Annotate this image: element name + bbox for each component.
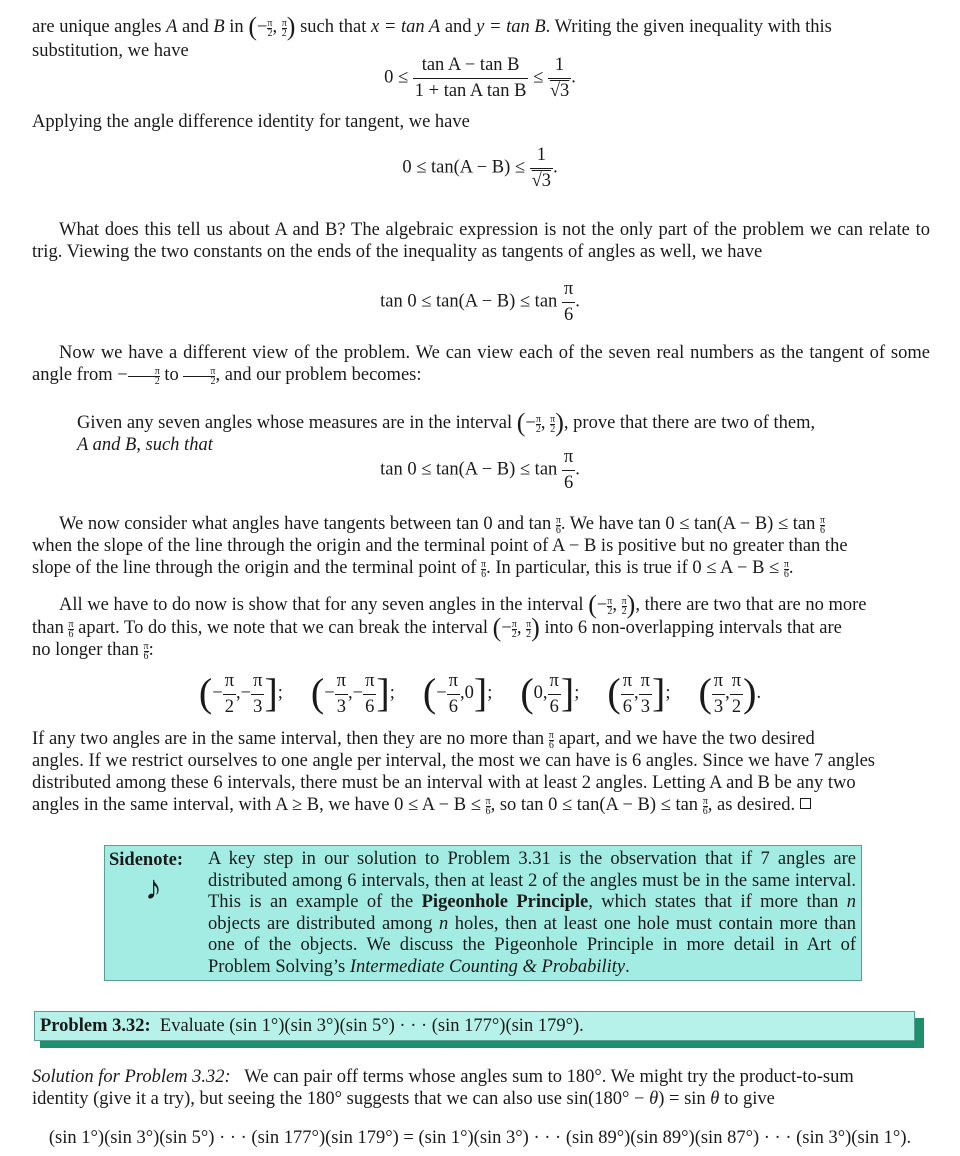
text: to give xyxy=(719,1089,775,1109)
text-line: slope of the line through the origin and the terminal point of $\frac{\pi}{6}$ . In particular, this is true if 0 ≤ A − B ≤ $\frac{\pi}{6}$ . xyxy=(32,558,794,580)
text: identity (give it a try), but seeing the 180° suggests that we can also use sin(180° − xyxy=(32,1089,650,1109)
interval-close: ) xyxy=(626,590,636,619)
num: π xyxy=(712,672,725,695)
num: π xyxy=(143,641,149,652)
math: y = tan B xyxy=(476,17,546,37)
text: slope of the line through the origin and the terminal point of xyxy=(32,558,482,578)
text: All we have to do now is show that for any seven angles in the interval xyxy=(59,595,589,615)
equation-3: tan 0 ≤ tan(A − B) ≤ tan $\frac{\pi}{6}$ . xyxy=(380,279,580,325)
interval: (0, $\frac{\pi}{6}$ ]; xyxy=(520,670,580,717)
text: Now we have a different view of the problem. We can view each of the seven real numbers as the tangent of some angle from xyxy=(32,343,930,385)
den: 2 xyxy=(511,629,517,640)
text: A key step in our solution to Problem 3.31 is the observation that if 7 angles are distributed among 6 intervals, then at least 2 of the angles must be in the same interval. This is an example of the xyxy=(208,849,856,912)
num: π xyxy=(485,796,491,807)
num: π xyxy=(607,596,613,607)
num: π xyxy=(281,18,287,29)
text-line xyxy=(32,728,815,750)
den: 2 xyxy=(267,28,273,39)
frac-pi-2 xyxy=(128,367,160,386)
den: 6 xyxy=(820,525,825,536)
fraction xyxy=(712,672,725,716)
sidenote-label: Sidenote: xyxy=(109,850,183,870)
text-line: All we have to do now is show that for any seven angles in the interval (− $\frac{\pi}{2}$ , $\frac{\pi}{2}$ ), there are two that are no more xyxy=(59,590,867,619)
den: 6 xyxy=(481,569,487,580)
den: 2 xyxy=(281,28,287,39)
var-theta: θ xyxy=(710,1089,720,1109)
interval-close: ) xyxy=(555,408,564,437)
text: such that xyxy=(300,17,371,37)
minus: − xyxy=(117,365,128,385)
interval: (− $\frac{\pi}{6}$ ,0]; xyxy=(422,670,493,717)
interval: ( $\frac{\pi}{6}$ , $\frac{\pi}{3}$ ]; xyxy=(607,670,671,717)
text: no longer than xyxy=(32,640,144,660)
text: , so tan 0 ≤ tan(A − B) ≤ tan xyxy=(490,795,703,815)
den: 2 xyxy=(535,424,541,435)
text: ) = sin xyxy=(658,1089,711,1109)
equation-4: tan 0 ≤ tan(A − B) ≤ tan $\frac{\pi}{6}$ . xyxy=(380,447,580,493)
paragraph xyxy=(32,342,930,386)
minus: − xyxy=(596,595,608,615)
bracket: ( xyxy=(198,670,213,716)
fraction xyxy=(562,280,575,324)
math: tan 0 ≤ tan(A − B) ≤ tan xyxy=(380,291,558,312)
bracket: ] xyxy=(376,670,390,716)
den: 6 xyxy=(365,696,375,717)
bracket: ] xyxy=(652,670,666,716)
interval-open: ( xyxy=(516,408,526,437)
den: 6 xyxy=(702,806,708,817)
den: 2 xyxy=(210,376,216,387)
music-note-icon: ♪ xyxy=(145,870,162,907)
text-line xyxy=(32,794,811,816)
math: tan 0 ≤ tan(A − B) ≤ tan xyxy=(380,459,558,480)
var-n: n xyxy=(438,913,449,934)
num: π xyxy=(730,672,743,695)
frac-pi-2 xyxy=(607,597,612,616)
var-B: B xyxy=(213,17,225,37)
fraction xyxy=(363,672,376,716)
num: π xyxy=(223,672,236,695)
den: √3 xyxy=(549,80,570,101)
fraction xyxy=(223,672,236,716)
sidenote-text xyxy=(208,849,856,978)
text: to xyxy=(159,365,184,385)
text-line: Given any seven angles whose measures are in the interval (− $\frac{\pi}{2}$ , $\frac{\pi}{2}$ ), prove that there are two of them, xyxy=(77,408,816,437)
text: , there are two that are no more xyxy=(635,595,867,615)
text: , which states that if more than xyxy=(588,892,847,912)
fraction xyxy=(251,672,264,716)
num: π xyxy=(128,367,160,377)
equation-2: 0 ≤ tan(A − B) ≤ $\frac{1}{√3}$ . xyxy=(402,145,558,191)
den: 3 xyxy=(713,696,724,717)
fraction xyxy=(621,672,634,716)
interval-close: ) xyxy=(286,12,296,41)
num: π xyxy=(702,796,708,807)
text: holes, then at least one hole must contain more than one of the objects. We discuss the Pigeonhole Principle in more detail in Art of Problem Solving’s xyxy=(208,913,856,977)
den: 6 xyxy=(448,696,458,717)
bracket: ( xyxy=(607,670,621,716)
den: 6 xyxy=(555,525,561,536)
den: 2 xyxy=(224,696,234,717)
num: π xyxy=(639,672,652,695)
den: 2 xyxy=(154,376,160,387)
num: π xyxy=(555,515,561,526)
num: 1 xyxy=(548,56,571,79)
math: ≤ xyxy=(533,67,544,88)
num: π xyxy=(621,596,627,607)
den: 1 + tan A tan B xyxy=(414,80,527,101)
pigeonhole-bold: Pigeonhole Principle xyxy=(421,892,589,912)
num: π xyxy=(335,672,348,695)
text: If any two angles are in the same interval, then they are no more than xyxy=(32,729,549,749)
sidenote-box xyxy=(104,845,862,981)
frac-pi-6 xyxy=(144,642,149,661)
var-theta: θ xyxy=(649,1089,659,1109)
interval: ( $\frac{\pi}{3}$ , $\frac{\pi}{2}$ ). xyxy=(698,670,762,717)
interval-open: ( xyxy=(588,590,597,619)
qed-square-icon xyxy=(800,798,811,809)
bracket: ) xyxy=(743,670,757,716)
text: apart. To do this, we note that we can break the interval xyxy=(73,618,493,638)
num: π xyxy=(783,559,789,570)
math: x = tan A xyxy=(371,17,441,37)
text: . Writing the given inequality with this xyxy=(545,17,832,37)
num: π xyxy=(267,18,273,29)
den: 3 xyxy=(253,696,263,717)
fraction xyxy=(335,672,348,716)
solution-label: Solution for Problem 3.32: xyxy=(32,1067,231,1087)
minus: − xyxy=(256,17,268,37)
fraction xyxy=(447,672,460,716)
text: and xyxy=(440,17,477,37)
text: into 6 non-overlapping intervals that are xyxy=(539,618,842,638)
problem-statement: Evaluate (sin 1°)(sin 3°)(sin 5°) · · · (sin 177°)(sin 179°). xyxy=(159,1016,584,1036)
num: π xyxy=(447,672,460,695)
text: , and our problem becomes: xyxy=(215,365,422,385)
problem-label: Problem 3.32: xyxy=(40,1016,151,1036)
den: 2 xyxy=(621,606,627,617)
equation-1: 0 ≤ $\frac{\text{tan A − tan B}}{\text{1 + tan A tan B}}$ ≤ $\frac{1}{√3}$ . xyxy=(384,55,576,101)
bracket: ( xyxy=(310,670,325,716)
text: We now consider what angles have tangents between tan 0 and tan xyxy=(59,514,556,534)
den: 6 xyxy=(68,629,74,640)
math: 0 ≤ tan(A − B) ≤ xyxy=(402,157,526,178)
frac-pi-2 xyxy=(267,19,272,38)
num: π xyxy=(363,672,376,695)
var-A: A xyxy=(166,17,178,37)
paragraph: What does this tell us about A and B? The algebraic expression is not the only part of the problem we can relate to trig. Viewing the two constants on the ends of the inequality as tangents of angles as well, we have xyxy=(32,220,930,262)
minus: − xyxy=(525,413,536,433)
interval-close: ) xyxy=(531,613,540,642)
den: 6 xyxy=(549,696,559,717)
text-line: Applying the angle difference identity for tangent, we have xyxy=(32,112,470,132)
bracket: ] xyxy=(473,670,488,716)
text: are unique angles xyxy=(32,17,167,37)
num: π xyxy=(550,414,556,425)
text-line: than $\frac{\pi}{6}$ apart. To do this, we note that we can break the interval (− $\frac{\pi}{2}$ , $\frac{\pi}{2}$ ) into 6 non-overlapping intervals that are xyxy=(32,613,842,642)
minus: − xyxy=(436,683,447,704)
num: π xyxy=(68,619,74,630)
text: . xyxy=(625,956,630,977)
num: π xyxy=(511,619,517,630)
den: 6 xyxy=(563,304,574,325)
math: 0 ≤ xyxy=(384,67,409,88)
text-line: no longer than $\frac{\pi}{6}$ : xyxy=(32,640,154,662)
fraction xyxy=(548,56,571,100)
fraction xyxy=(413,56,529,100)
text: . In particular, this is true if 0 ≤ A − B ≤ xyxy=(486,558,784,578)
bracket: ( xyxy=(422,670,437,716)
fraction xyxy=(639,672,652,716)
den: √3 xyxy=(531,170,552,191)
den: 6 xyxy=(563,472,574,493)
var-n: n xyxy=(846,892,856,912)
frac-pi-6 xyxy=(784,560,789,579)
frac-pi-2 xyxy=(183,367,215,386)
fraction xyxy=(730,672,743,716)
text: We can pair off terms whose angles sum to 180°. We might try the product-to-sum xyxy=(244,1067,854,1087)
num: 1 xyxy=(530,146,553,169)
book-title: Intermediate Counting & Probability xyxy=(349,956,626,977)
bracket: ] xyxy=(264,670,278,716)
num: π xyxy=(548,730,554,741)
intervals-row xyxy=(0,672,960,716)
den: 2 xyxy=(526,629,532,640)
den: 2 xyxy=(550,424,556,435)
den: 6 xyxy=(783,569,789,580)
den: 2 xyxy=(731,696,742,717)
problem-box xyxy=(34,1011,915,1041)
minus: − xyxy=(240,683,252,704)
den: 2 xyxy=(607,606,613,617)
text: , as desired. xyxy=(707,795,796,815)
num: π xyxy=(819,515,826,526)
text-line: substitution, we have xyxy=(32,41,189,61)
num: tan A − tan B xyxy=(413,56,529,79)
text-line xyxy=(32,1066,854,1088)
interval: (− $\frac{\pi}{2}$ ,− $\frac{\pi}{3}$ ]; xyxy=(198,670,283,717)
text: Given any seven angles whose measures are in the interval xyxy=(77,413,517,433)
text: angles in the same interval, with A ≥ B, we have 0 ≤ A − B ≤ xyxy=(32,795,486,815)
interval-open: ( xyxy=(492,613,502,642)
den: 6 xyxy=(143,651,149,662)
equation-solution: (sin 1°)(sin 3°)(sin 5°) · · · (sin 177°)(sin 179°) = (sin 1°)(sin 3°) · · · (sin 89°)(sin 89°)(sin 87°) · · · (sin 3°)(sin 1°). xyxy=(48,1128,912,1148)
minus: − xyxy=(501,618,512,638)
den: 3 xyxy=(336,696,346,717)
num: π xyxy=(548,672,561,695)
minus: − xyxy=(212,683,223,704)
frac-pi-2 xyxy=(536,415,541,434)
fraction xyxy=(548,672,561,716)
bracket: ] xyxy=(560,670,575,716)
num: π xyxy=(562,448,575,471)
text-line: A and B, such that xyxy=(77,435,213,455)
bracket: ( xyxy=(520,670,534,716)
text-line: angles. If we restrict ourselves to one angle per interval, the most we can have is 6 angles. Since we have 7 angles xyxy=(32,751,876,771)
num: π xyxy=(562,280,575,303)
text: than xyxy=(32,618,69,638)
text: objects are distributed among xyxy=(208,913,439,934)
num: π xyxy=(621,672,634,695)
num: π xyxy=(183,367,215,377)
text: apart, and we have the two desired xyxy=(553,729,815,749)
den: 6 xyxy=(485,806,491,817)
minus: − xyxy=(324,683,335,704)
den: 3 xyxy=(640,696,650,717)
den: 6 xyxy=(622,696,632,717)
interval: (− $\frac{\pi}{3}$ ,− $\frac{\pi}{6}$ ]; xyxy=(310,670,395,717)
text-line xyxy=(32,1088,775,1110)
interval-open: ( xyxy=(248,12,257,41)
frac-pi-6 xyxy=(820,516,825,535)
fraction xyxy=(562,448,575,492)
text: , prove that there are two of them, xyxy=(563,413,816,433)
num: π xyxy=(251,672,264,695)
minus: − xyxy=(352,683,364,704)
text-line: are unique angles A and B in (− $\frac{\pi}{2}$ , $\frac{\pi}{2}$ ) such that x = tan A and y = tan B. Writing the given inequality with this xyxy=(32,12,832,41)
text: . We have tan 0 ≤ tan(A − B) ≤ tan xyxy=(560,514,820,534)
text-line: when the slope of the line through the origin and the terminal point of A − B is positive but no greater than the xyxy=(32,536,848,556)
bracket: ( xyxy=(698,670,712,716)
den: 6 xyxy=(548,740,554,751)
num: π xyxy=(526,619,532,630)
num: π xyxy=(481,559,487,570)
num: π xyxy=(535,414,541,425)
text-line xyxy=(59,513,825,535)
fraction xyxy=(530,146,553,190)
text-line: distributed among these 6 intervals, there must be an interval with at least 2 angles. Letting A and B be any two xyxy=(32,773,856,793)
frac-pi-2 xyxy=(512,620,517,639)
